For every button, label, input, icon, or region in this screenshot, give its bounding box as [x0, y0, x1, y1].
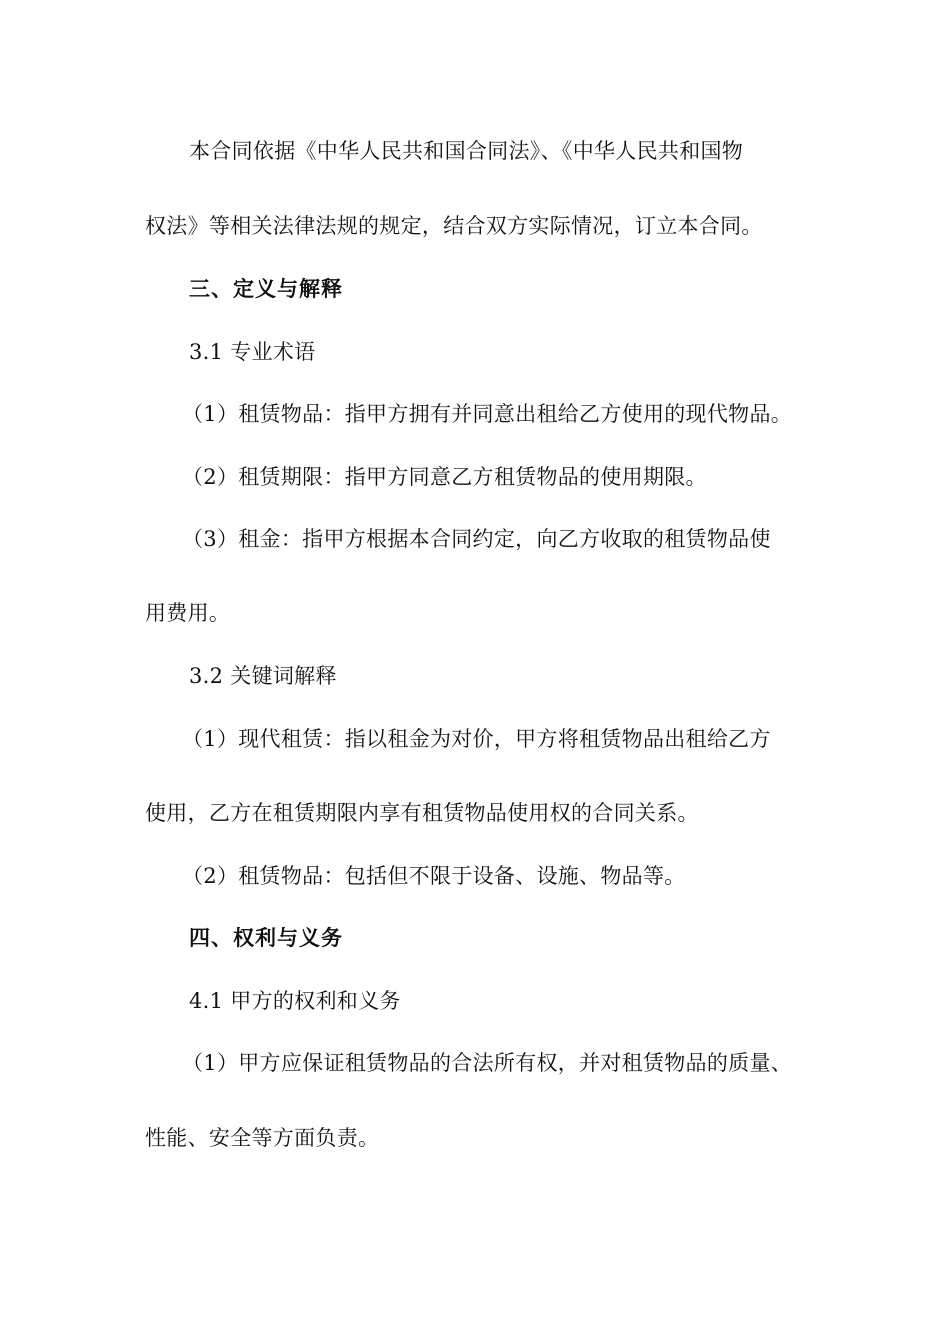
subsection-4-1: 4.1 甲方的权利和义务 — [189, 989, 401, 1013]
intro-paragraph-line-2: 权法》等相关法律法规的规定，结合双方实际情况，订立本合同。 — [145, 214, 763, 238]
intro-paragraph-line-1: 本合同依据《中华人民共和国合同法》、《中华人民共和国物 — [189, 139, 744, 163]
definition-item-3-line-1: （3）租金：指甲方根据本合同约定，向乙方收取的租赁物品使 — [182, 527, 771, 551]
keyword-item-1-line-1: （1）现代租赁：指以租金为对价，甲方将租赁物品出租给乙方 — [182, 727, 771, 751]
definition-item-3-line-2: 用费用。 — [145, 601, 231, 625]
keyword-item-2: （2）租赁物品：包括但不限于设备、设施、物品等。 — [182, 864, 686, 888]
obligation-item-1-line-1: （1）甲方应保证租赁物品的合法所有权，并对租赁物品的质量、 — [182, 1051, 793, 1075]
obligation-item-1-line-2: 性能、安全等方面负责。 — [145, 1126, 380, 1150]
section-heading-definitions: 三、定义与解释 — [189, 277, 343, 301]
section-heading-rights-obligations: 四、权利与义务 — [189, 926, 343, 950]
definition-item-1: （1）租赁物品：指甲方拥有并同意出租给乙方使用的现代物品。 — [182, 402, 793, 426]
definition-item-2: （2）租赁期限：指甲方同意乙方租赁物品的使用期限。 — [182, 465, 707, 489]
subsection-3-2: 3.2 关键词解释 — [189, 664, 337, 688]
subsection-3-1: 3.1 专业术语 — [189, 340, 316, 364]
keyword-item-1-line-2: 使用，乙方在租赁期限内享有租赁物品使用权的合同关系。 — [145, 801, 699, 825]
